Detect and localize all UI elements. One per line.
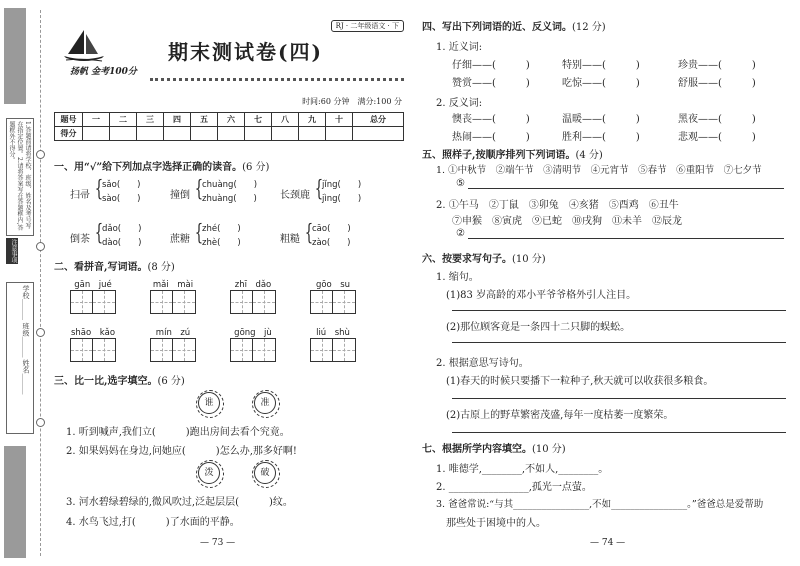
pinyin-option[interactable]: sào( )	[102, 194, 141, 204]
pinyin-prompt: gōo su	[315, 280, 351, 290]
writing-boxes[interactable]	[310, 338, 356, 362]
score-cell[interactable]	[299, 127, 326, 141]
section-4-title: 四、写出下列词语的近、反义词。(12 分)	[422, 22, 606, 33]
section-7-title: 七、根据所学内容填空。(10 分)	[422, 444, 566, 455]
score-cell[interactable]	[326, 127, 353, 141]
answer-line[interactable]	[452, 398, 786, 399]
score-table-header: 一	[83, 113, 110, 127]
score-cell[interactable]	[83, 127, 110, 141]
page-left	[50, 0, 410, 548]
char-badge: 泼	[198, 462, 220, 484]
brace-mark: {	[314, 177, 324, 202]
score-cell[interactable]	[137, 127, 164, 141]
synonym-item[interactable]: 吃惊——( )	[562, 78, 640, 89]
writing-cell[interactable]	[231, 291, 253, 313]
score-table-label: 得分	[55, 127, 83, 141]
writing-cell[interactable]	[253, 339, 275, 361]
synonym-item[interactable]: 特别——( )	[562, 60, 640, 71]
pinyin-option[interactable]: zhè( )	[202, 238, 241, 248]
writing-cell[interactable]	[93, 339, 115, 361]
synonym-item[interactable]: 舒服——( )	[678, 78, 756, 89]
writing-cell[interactable]	[231, 339, 253, 361]
synonym-item[interactable]: 珍贵——( )	[678, 60, 756, 71]
fill-sentence-3[interactable]: 3. 河水碧绿碧绿的,微风吹过,泛起层层( )纹。	[66, 497, 293, 508]
score-table-header: 四	[164, 113, 191, 127]
zodiac-list-1: 2. ①午马 ②丁鼠 ③卯兔 ④亥猪 ⑤酉鸡 ⑥丑牛	[436, 200, 679, 211]
writing-cell[interactable]	[93, 291, 115, 313]
sailboat-logo-icon	[62, 28, 106, 62]
score-table-header: 总分	[353, 113, 404, 127]
writing-cell[interactable]	[151, 339, 173, 361]
writing-cell[interactable]	[71, 291, 93, 313]
char-badge: 准	[254, 392, 276, 414]
pronunciation-word: 撞倒	[170, 190, 190, 201]
pinyin-option[interactable]: chuàng( )	[202, 180, 258, 190]
pinyin-option[interactable]: jǐng( )	[322, 180, 362, 190]
writing-cell[interactable]	[253, 291, 275, 313]
student-info-field[interactable]: 学校＿＿＿ 班级＿＿＿ 姓名＿＿＿	[6, 282, 34, 434]
festival-answer-first: ⑤	[456, 178, 465, 189]
writing-cell[interactable]	[173, 339, 195, 361]
pinyin-prompt: gān jué	[74, 280, 112, 290]
score-cell[interactable]	[164, 127, 191, 141]
writing-cell[interactable]	[173, 291, 195, 313]
answer-line[interactable]	[452, 342, 786, 343]
sidebar-notice: 1.答题前请将学校、班级、姓名及考号写在指定位置。2.请将答案写在答题框内,答题框外不得分。	[6, 118, 34, 236]
pinyin-option[interactable]: dào( )	[102, 238, 142, 248]
score-table-header: 十	[326, 113, 353, 127]
writing-cell[interactable]	[311, 291, 333, 313]
shorten-label: 1. 缩句。	[436, 272, 479, 283]
score-table-header: 八	[272, 113, 299, 127]
page-header	[50, 0, 410, 90]
antonym-item[interactable]: 胜利——( )	[562, 132, 640, 143]
festival-answer-line[interactable]	[468, 188, 784, 189]
binding-hole	[36, 150, 45, 159]
writing-cell[interactable]	[333, 291, 355, 313]
writing-cell[interactable]	[333, 339, 355, 361]
poem-meaning-1: (1)春天的时候只要播下一粒种子,秋天就可以收获很多粮食。	[446, 376, 714, 387]
score-cell[interactable]	[353, 127, 404, 141]
sidebar-tag: 注意事项	[6, 238, 18, 264]
score-row	[55, 127, 404, 141]
score-cell[interactable]	[245, 127, 272, 141]
score-cell[interactable]	[110, 127, 137, 141]
antonym-item[interactable]: 懊丧——( )	[452, 114, 530, 125]
time-line: 时间:60 分钟 满分:100 分	[302, 97, 402, 106]
writing-boxes[interactable]	[150, 290, 196, 314]
fill-blank-3-cont: 那些处于困境中的人。	[446, 518, 546, 529]
pinyin-option[interactable]: zhuàng( )	[202, 194, 257, 204]
binding-hole	[36, 328, 45, 337]
antonym-item[interactable]: 悲观——( )	[678, 132, 756, 143]
brace-mark: {	[194, 177, 204, 202]
writing-boxes[interactable]	[230, 290, 276, 314]
fill-blank-2[interactable]: 2. ________________,孤光一点萤。	[436, 482, 592, 493]
poem-meaning-2: (2)古原上的野草繁密茂盛,每年一度枯萎一度繁荣。	[446, 410, 674, 421]
writing-boxes[interactable]	[310, 290, 356, 314]
pronunciation-word: 蔗糖	[170, 234, 190, 245]
score-table-header: 七	[245, 113, 272, 127]
fill-sentence-4[interactable]: 4. 水鸟飞过,打( )了水面的平静。	[66, 517, 240, 528]
pinyin-option[interactable]: cāo( )	[312, 224, 351, 234]
pinyin-prompt: mǎi mài	[152, 280, 194, 290]
section-5-title: 五、照样子,按顺序排列下列词语。(4 分)	[422, 150, 603, 161]
pronunciation-word: 粗糙	[280, 234, 300, 245]
score-table-label: 题号	[55, 113, 83, 127]
pinyin-option[interactable]: dǎo( )	[102, 224, 142, 234]
score-table-header: 六	[218, 113, 245, 127]
score-cell[interactable]	[191, 127, 218, 141]
pinyin-prompt: mín zú	[155, 328, 191, 338]
fill-sentence-1[interactable]: 1. 听到喊声,我们立( )跑出房间去看个究竟。	[66, 427, 290, 438]
shorten-sentence-2: (2)那位顾客竟是一条四十二只脚的蜈蚣。	[446, 322, 631, 333]
section-1-title: 一、用“√”给下列加点字选择正确的读音。(6 分)	[54, 162, 270, 173]
char-badge: 破	[254, 462, 276, 484]
score-table-header: 五	[191, 113, 218, 127]
writing-cell[interactable]	[311, 339, 333, 361]
pinyin-prompt: gōng jù	[234, 328, 272, 338]
zodiac-answer-line[interactable]	[468, 238, 784, 239]
antonym-item[interactable]: 黑夜——( )	[678, 114, 756, 125]
writing-cell[interactable]	[71, 339, 93, 361]
page-number: — 73 —	[200, 538, 236, 548]
edition-label: RJ · 二年级语文 · 下	[331, 20, 404, 32]
section-2-title: 二、看拼音,写词语。(8 分)	[54, 262, 175, 273]
pinyin-option[interactable]: zhé( )	[202, 224, 241, 234]
shorten-sentence-1: (1)83 岁高龄的邓小平爷爷格外引人注目。	[446, 290, 637, 301]
score-table-header: 三	[137, 113, 164, 127]
header-divider	[150, 78, 404, 81]
pinyin-option[interactable]: jìng( )	[322, 194, 362, 204]
section-3-title: 三、比一比,选字填空。(6 分)	[54, 376, 185, 387]
festival-list: 1. ①中秋节 ②端午节 ③清明节 ④元宵节 ⑤春节 ⑥重阳节 ⑦七夕节	[436, 165, 762, 176]
brace-mark: {	[304, 221, 314, 246]
binding-sidebar	[0, 0, 44, 566]
antonym-item[interactable]: 温暖——( )	[562, 114, 640, 125]
cut-line	[40, 10, 41, 556]
score-header-row	[55, 113, 404, 127]
score-table-header: 九	[299, 113, 326, 127]
writing-boxes[interactable]	[70, 338, 116, 362]
brace-mark: {	[94, 221, 104, 246]
pinyin-prompt: zhī dǎo	[234, 280, 272, 290]
pronunciation-word: 长颈鹿	[280, 190, 310, 201]
fill-blank-1[interactable]: 1. 唯德学,________,不如人,________。	[436, 464, 609, 475]
binding-hole	[36, 242, 45, 251]
char-badge: 谁	[198, 392, 220, 414]
antonym-item[interactable]: 热闹——( )	[452, 132, 530, 143]
fill-blank-3[interactable]: 3. 爸爸常说:“与其________________,不如________________。”爸爸总是爱帮助	[436, 499, 764, 510]
synonym-label: 1. 近义词:	[436, 42, 483, 53]
sidebar-band-bottom	[4, 446, 26, 558]
binding-hole	[36, 418, 45, 427]
page-title: 期末测试卷(四)	[168, 40, 323, 64]
pronunciation-word: 扫帚	[70, 190, 90, 201]
pinyin-option[interactable]: sǎo( )	[102, 180, 141, 190]
sidebar-band-top	[4, 8, 26, 104]
writing-cell[interactable]	[151, 291, 173, 313]
brace-mark: {	[194, 221, 204, 246]
antonym-label: 2. 反义词:	[436, 98, 483, 109]
zodiac-answer-first: ②	[456, 228, 465, 239]
synonym-item[interactable]: 仔细——( )	[452, 60, 530, 71]
page-number: — 74 —	[590, 538, 626, 548]
score-table	[54, 112, 404, 141]
fill-sentence-2[interactable]: 2. 如果妈妈在身边,问她应( )怎么办,那多好啊!	[66, 446, 297, 457]
pronunciation-word: 倒茶	[70, 234, 90, 245]
section-6-title: 六、按要求写句子。(10 分)	[422, 254, 546, 265]
writing-boxes[interactable]	[70, 290, 116, 314]
score-cell[interactable]	[218, 127, 245, 141]
answer-line[interactable]	[452, 432, 786, 433]
writing-boxes[interactable]	[150, 338, 196, 362]
brand-name: 扬帆 金考100分	[70, 67, 137, 77]
poem-label: 2. 根据意思写诗句。	[436, 358, 529, 369]
pinyin-prompt: liú shù	[316, 328, 350, 338]
zodiac-list-2: ⑦申猴 ⑧寅虎 ⑨已蛇 ⑩戌狗 ⑪未羊 ⑫辰龙	[452, 216, 682, 227]
answer-line[interactable]	[452, 310, 786, 311]
pinyin-prompt: shāo kǎo	[70, 328, 116, 338]
score-table-header: 二	[110, 113, 137, 127]
pinyin-option[interactable]: zào( )	[312, 238, 351, 248]
score-cell[interactable]	[272, 127, 299, 141]
brace-mark: {	[94, 177, 104, 202]
writing-boxes[interactable]	[230, 338, 276, 362]
synonym-item[interactable]: 赞赏——( )	[452, 78, 530, 89]
